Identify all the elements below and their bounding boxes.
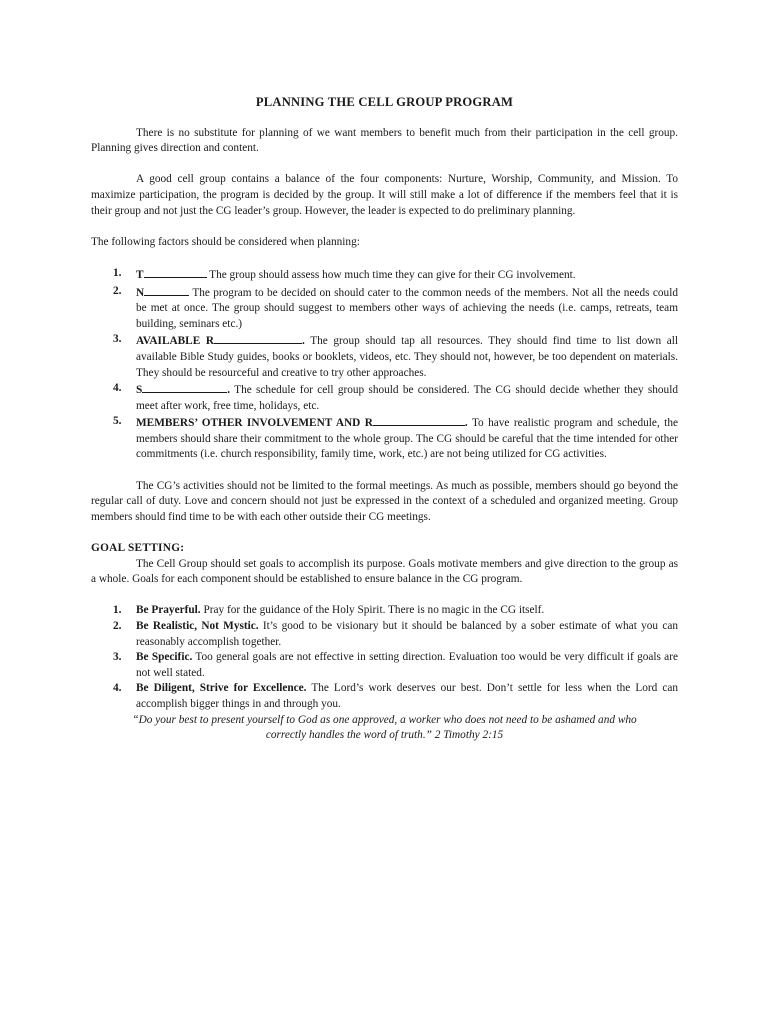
factor-item-involvement: 5. MEMBERS’ OTHER INVOLVEMENT AND R . To have realistic program and schedule, the members should share their commitment to the whole group. The CG should be careful that the time intended for other commitments (i.e. church responsibility, family time, work, etc.) are not being utilized for CG activities. — [113, 415, 678, 461]
activities-paragraph: The CG’s activities should not be limited to the formal meetings. As much as possible, members should go beyond the regular call of duty. Love and concern should not just be expressed in the context of a scheduled and organized meeting. Group members should find time to be with each other outside their CG meetings. — [91, 479, 678, 523]
factor-text: The group should assess how much time they can give for their CG involvement. — [206, 268, 576, 281]
goals-list — [91, 603, 678, 712]
goal-lead: Be Diligent, Strive for Excellence. — [136, 682, 307, 695]
goal-text: Too general goals are not effective in setting direction. Evaluation too would be very difficult if goals are not well stated. — [136, 651, 678, 679]
factor-lead: N — [136, 286, 145, 299]
fill-in-blank — [144, 266, 207, 278]
goal-text: Pray for the guidance of the Holy Spirit. There is no magic in the CG itself. — [200, 604, 545, 617]
fill-in-blank — [214, 332, 302, 344]
goal-text: The Lord’s work deserves our best. Don’t settle for less when the Lord can accomplish bigger things in and through you. — [136, 682, 678, 710]
fill-in-blank — [373, 414, 465, 426]
factors-intro: The following factors should be considered when planning: — [91, 235, 360, 248]
goal-item-prayerful — [91, 603, 678, 619]
components-paragraph: A good cell group contains a balance of the four components: Nurture, Worship, Community, and Mission. To maximize participation, the program is decided by the group. It will still make a lot of difference if the members feel that it is their group and not just the CG leader’s group. However, the leader is expected to do preliminary planning. — [91, 173, 678, 217]
factor-text: The schedule for cell group should be considered. The CG should decide whether they should meet after work, free time, holidays, etc. — [136, 384, 678, 412]
factors-list — [91, 266, 678, 463]
list-number: 2. — [113, 284, 122, 297]
goal-item-realistic — [91, 619, 678, 650]
list-number: 3. — [113, 333, 122, 346]
factor-lead: AVAILABLE R — [136, 335, 215, 348]
factor-item-resources: 3. AVAILABLE R . The group should tap all resources. They should find time to list down all available Bible Study guides, books or booklets, videos, etc. They should not, however, be too dependent on materials. They should be resourceful and creative to try other approaches. — [113, 333, 678, 379]
factor-text: The group should tap all resources. They should find time to list down all available Bible Study guides, books or booklets, videos, etc. They should not, however, be too dependent on materials. They should be resourceful and creative to try other approaches. — [136, 335, 678, 379]
goal-text: It’s good to be visionary but it should be balanced by a sober estimate of what you can reasonably accomplish together. — [136, 620, 678, 648]
factor-text: To have realistic program and schedule, the members should share their commitment to the whole group. The CG should be careful that the time intended for other commitments (i.e. church responsibility, family time, work, etc.) are not being utilized for CG activities. — [136, 417, 678, 461]
list-number: 5. — [113, 415, 122, 428]
factor-text: The program to be decided on should cater to the common needs of the members. Not all the needs could be met at once. The group should suggest to members other ways of achieving the needs (i.e. camps, retreats, team building, seminars etc.) — [136, 286, 678, 330]
list-number: 4. — [113, 382, 122, 395]
fill-in-blank — [144, 284, 189, 296]
list-number: 2. — [113, 620, 122, 632]
document-title: PLANNING THE CELL GROUP PROGRAM — [255, 95, 514, 109]
factor-lead: T — [136, 268, 144, 281]
goal-intro-paragraph: The Cell Group should set goals to accomplish its purpose. Goals motivate members and give direction to the group as a whole. Goals for each component should be established to ensure balance in the CG program. — [91, 557, 678, 586]
goal-lead: Be Realistic, Not Mystic. — [136, 620, 259, 632]
list-number: 4. — [113, 682, 122, 695]
scripture-quote — [91, 713, 678, 743]
factor-item-time — [91, 266, 678, 284]
quote-line: correctly handles the word of truth.” 2 Timothy 2:15 — [265, 728, 504, 741]
quote-line: “Do your best to present yourself to God as one approved, a worker who does not need to be ashamed and who — [132, 713, 637, 726]
list-number: 1. — [113, 266, 122, 279]
factor-lead: MEMBERS’ OTHER INVOLVEMENT AND R — [136, 417, 373, 430]
goal-lead: Be Prayerful. — [136, 604, 201, 617]
goal-setting-heading: GOAL SETTING: — [91, 542, 185, 555]
intro-paragraph: There is no substitute for planning of we want members to benefit much from their participation in the cell group. Planning gives direction and content. — [91, 126, 678, 155]
document-page — [91, 95, 678, 743]
factor-item-needs — [91, 284, 678, 333]
goal-lead: Be Specific. — [136, 651, 193, 664]
goal-item-diligent — [91, 681, 678, 712]
goal-item-specific — [91, 650, 678, 681]
list-number: 3. — [113, 651, 122, 664]
factor-lead: S — [136, 384, 143, 397]
fill-in-blank — [142, 381, 227, 393]
factor-item-schedule: 4. S . The schedule for cell group should be considered. The CG should decide whether they should meet after work, free time, holidays, etc. — [113, 382, 678, 412]
list-number: 1. — [113, 604, 122, 617]
